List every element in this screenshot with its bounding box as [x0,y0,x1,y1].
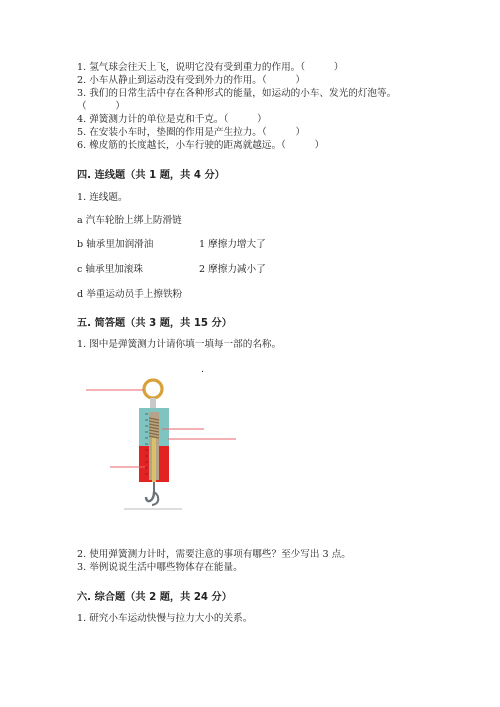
judge-item-2: 2. 小车从静止到运动没有受到外力的作用。（ ） [77,75,306,86]
section-6-heading: 六. 综合题（共 2 题，共 24 分） [77,592,232,603]
judge-item-6: 6. 橡皮筋的长度越长，小车行驶的距离就越远。（ ） [77,140,325,151]
short-answer-q1: 1. 图中是弹簧测力计请你填一填每一部的名称。 [77,339,282,350]
ring-icon [144,380,162,398]
matching-question: 1. 连线题。 [77,192,128,203]
matching-right-2: 2 摩擦力减小了 [199,264,266,275]
short-answer-q2: 2. 使用弹簧测力计时，需要注意的事项有哪些？至少写出 3 点。 [77,549,351,560]
comprehensive-q1: 1. 研究小车运动快慢与拉力大小的关系。 [77,613,253,624]
section-5-heading: 五. 简答题（共 3 题，共 15 分） [77,318,232,329]
judge-item-5: 5. 在安装小车时，垫圈的作用是产生拉力。（ ） [77,127,306,138]
judge-item-3: 3. 我们的日常生活中存在各种形式的能量，如运动的小车、发光的灯泡等。 [77,88,397,99]
section-4-heading: 四. 连线题（共 1 题，共 4 分） [77,170,225,181]
matching-left-c: c 轴承里加滚珠 [77,264,143,275]
matching-left-b: b 轴承里加润滑油 [77,239,154,250]
judge-item-4: 4. 弹簧测力计的单位是克和千克。（ ） [77,114,267,125]
judge-item-1: 1. 氢气球会往天上飞，说明它没有受到重力的作用。（ ） [77,62,344,73]
short-answer-q3: 3. 举例说说生活中哪些物体存在能量。 [77,562,243,573]
matching-left-d: d 举重运动员手上擦铁粉 [77,289,183,300]
stray-dot: . [201,364,205,375]
matching-right-1: 1 摩擦力增大了 [199,239,266,250]
hook-icon [146,492,154,501]
matching-left-a: a 汽车轮胎上绑上防滑链 [77,215,182,226]
judge-item-3-paren: （ ） [77,101,125,112]
